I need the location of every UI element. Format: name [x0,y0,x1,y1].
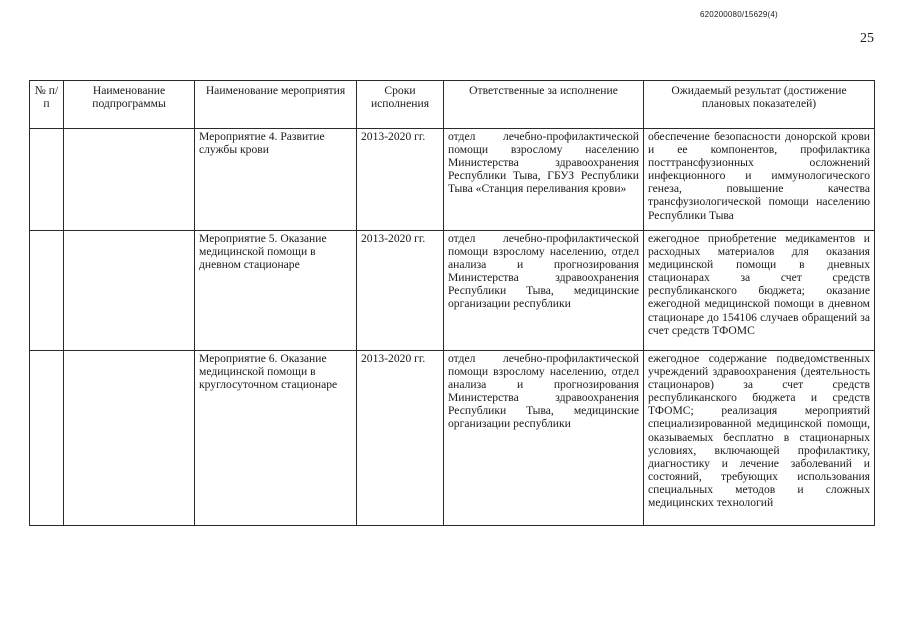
cell-number [30,231,64,351]
table-row [30,351,875,526]
col-header-period: Сроки исполнения [357,81,444,129]
cell-subprogram [64,129,195,231]
cell-responsible: отдел лечебно-профилактической помощи взрослому населению, отдел анализа и прогнозирования Министерства здравоохранения Республики Тыва, медицинские организации республики [444,231,644,351]
cell-period: 2013-2020 гг. [357,231,444,351]
cell-number [30,129,64,231]
cell-period: 2013-2020 гг. [357,129,444,231]
cell-result: обеспечение безопасности донорской крови и ее компонентов, профилактика посттрансфузионных осложнений инфекционного и иммунологического генеза, повышение качества трансфузиологической помощи населению Республики Тыва [644,129,875,231]
cell-subprogram [64,231,195,351]
document-id: 620200080/15629(4) [700,10,778,19]
table-row [30,129,875,231]
measures-table [29,80,875,526]
col-header-subprogram: Наименование подпрограммы [64,81,195,129]
cell-result: ежегодное содержание подведомственных учреждений здравоохранения (деятельность стационаров) за счет средств республиканского бюджета и средств ТФОМС; реализация мероприятий специализированной медицинской помощи, оказываемых бесплатно в стационарных условиях, включающей профилактику, диагностику и лечение заболеваний и состояний, требующих использования специальных методов и сложных медицинских технологий [644,351,875,526]
cell-event: Мероприятие 6. Оказание медицинской помощи в круглосуточном стационаре [195,351,357,526]
page-number: 25 [860,31,874,46]
cell-responsible: отдел лечебно-профилактической помощи взрослому населению Министерства здравоохранения Республики Тыва, ГБУЗ Республики Тыва «Станция переливания крови» [444,129,644,231]
cell-responsible: отдел лечебно-профилактической помощи взрослому населению, отдел анализа и прогнозирования Министерства здравоохранения Республики Тыва, медицинские организации республики [444,351,644,526]
cell-period: 2013-2020 гг. [357,351,444,526]
table-header-row [30,81,875,129]
col-header-event: Наименование мероприятия [195,81,357,129]
col-header-responsible: Ответственные за исполнение [444,81,644,129]
cell-event: Мероприятие 5. Оказание медицинской помощи в дневном стационаре [195,231,357,351]
table-row [30,231,875,351]
cell-subprogram [64,351,195,526]
col-header-result: Ожидаемый результат (достижение плановых показателей) [644,81,875,129]
cell-number [30,351,64,526]
cell-result: ежегодное приобретение медикаментов и расходных материалов для оказания медицинской помощи в дневных стационарах за счет средств республиканского бюджета; оказание ежегодной медицинской помощи в дневном стационаре до 154106 случаев обращений за счет средств ТФОМС [644,231,875,351]
cell-event: Мероприятие 4. Развитие службы крови [195,129,357,231]
col-header-number: № п/п [30,81,64,129]
